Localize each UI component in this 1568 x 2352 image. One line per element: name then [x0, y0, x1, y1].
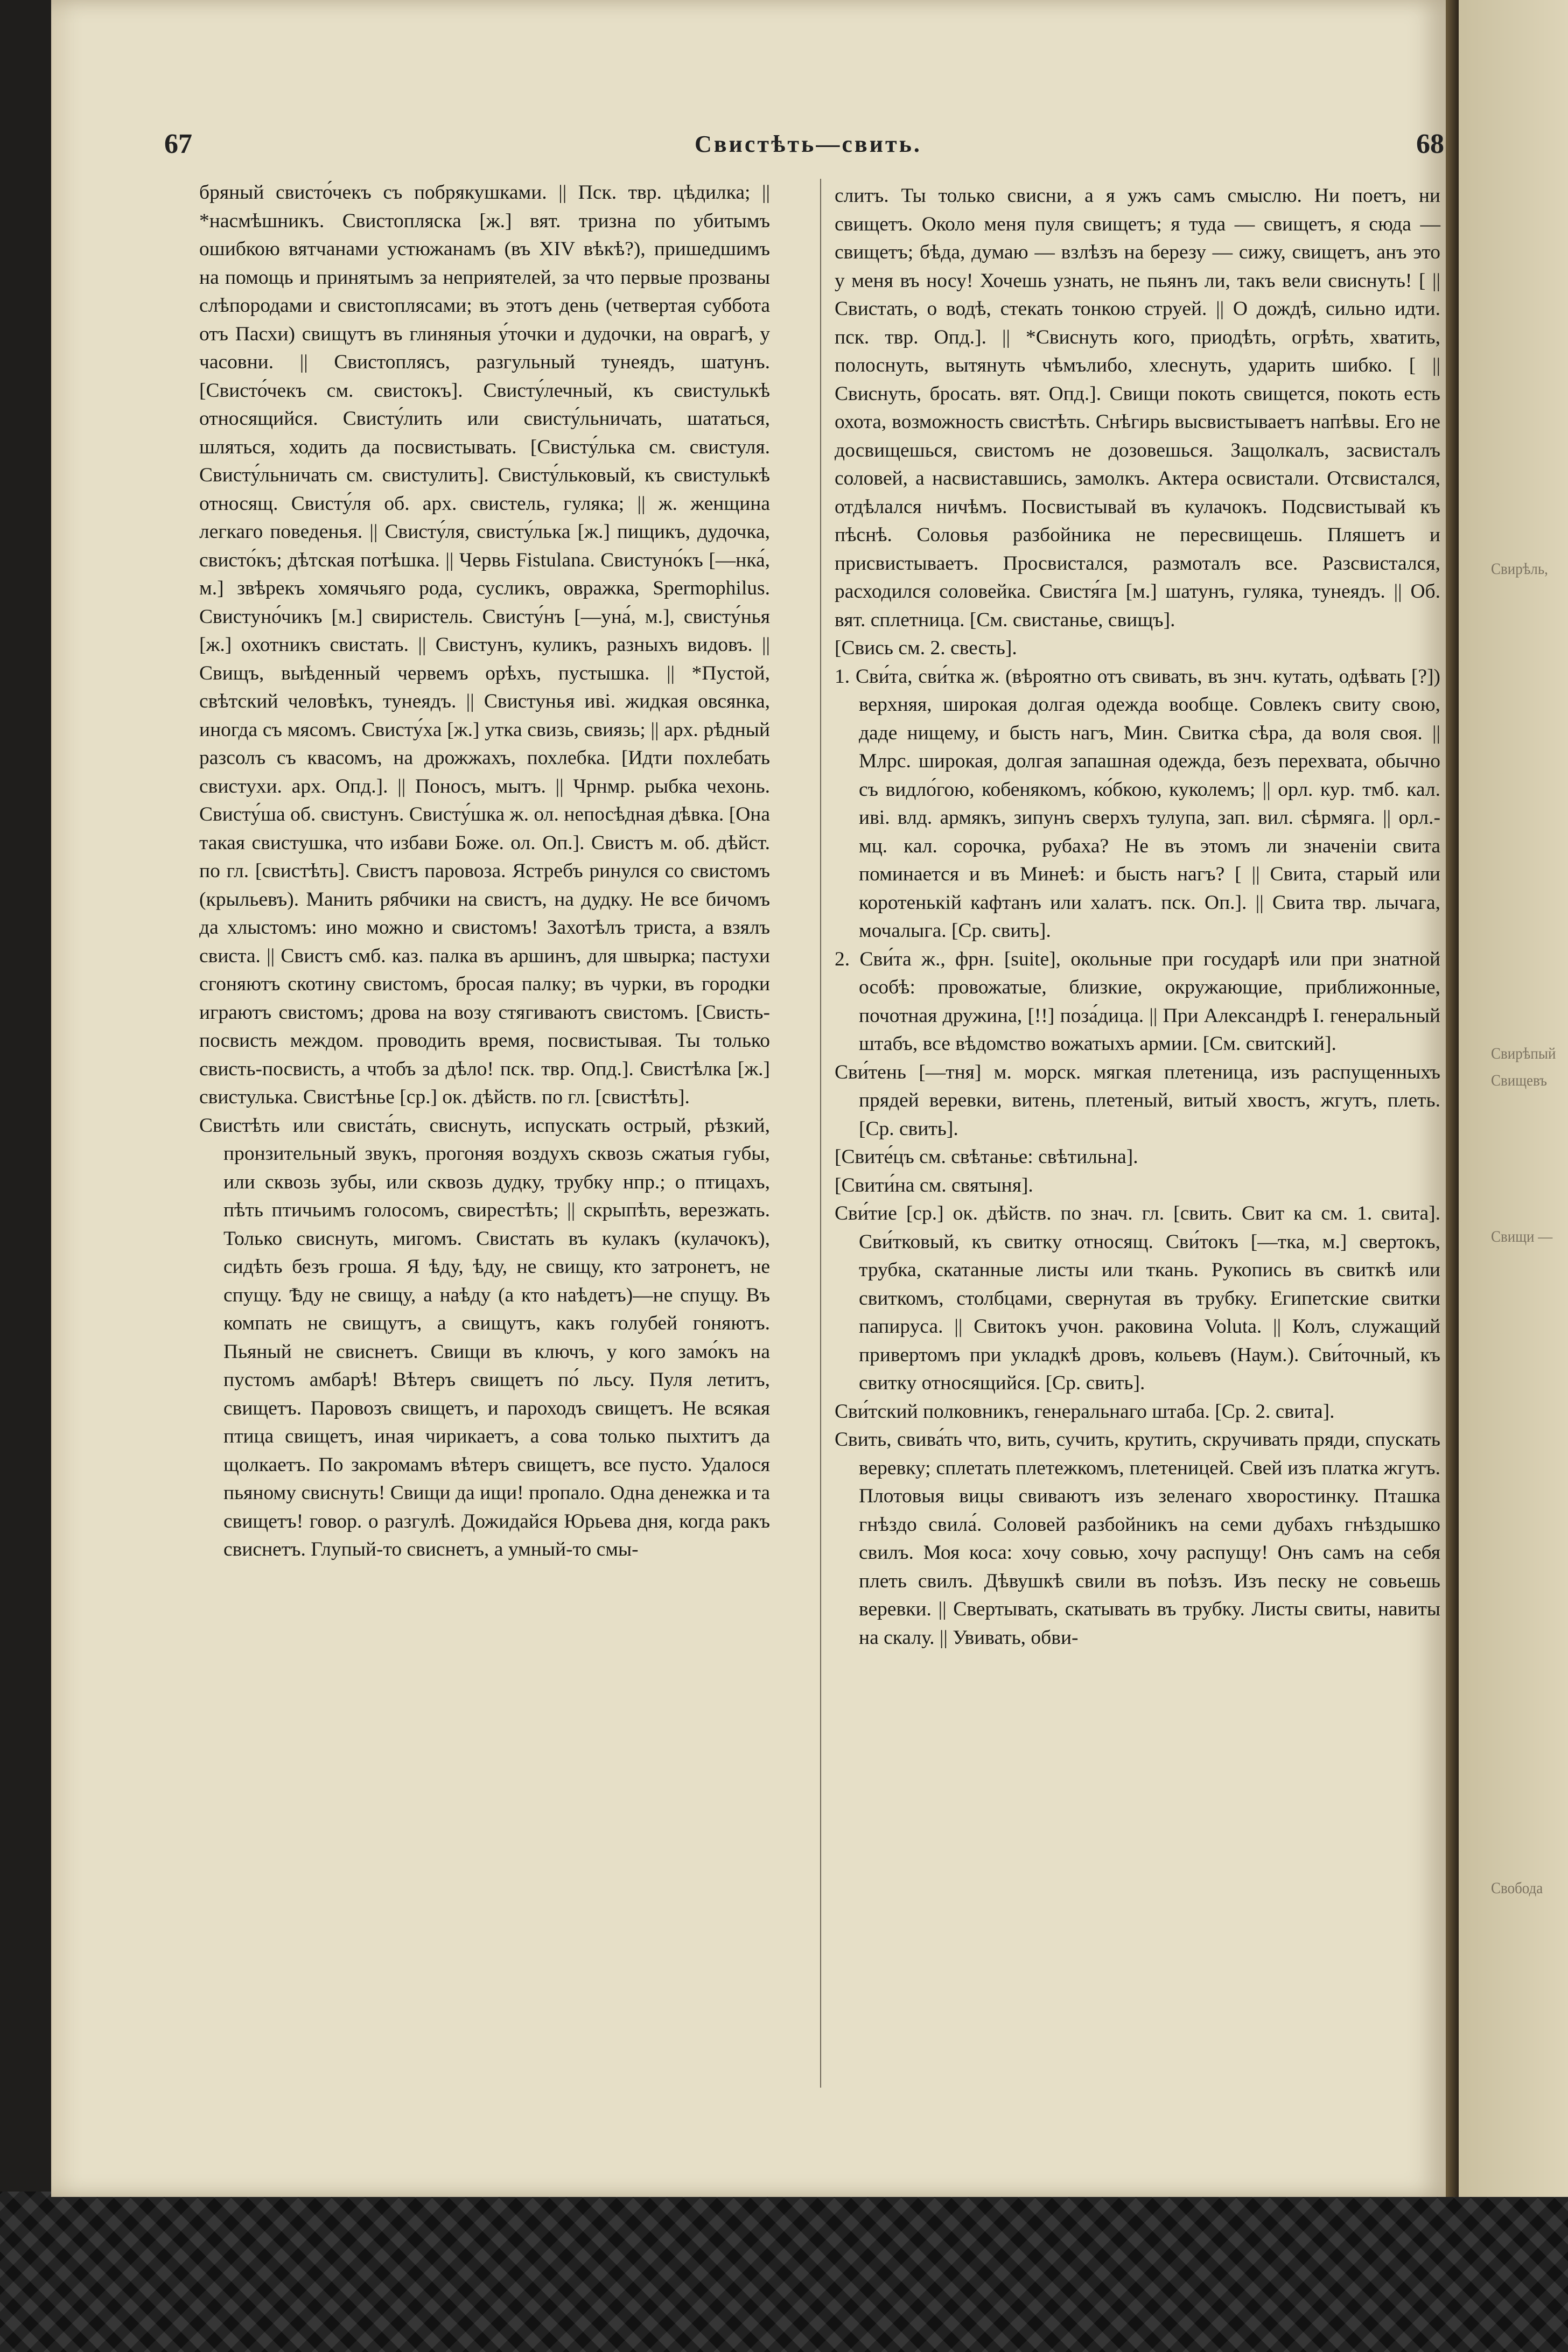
adjacent-page	[1459, 0, 1568, 2197]
background-mat	[0, 2192, 1568, 2352]
adjacent-fragment: Свирѣпый	[1491, 1045, 1556, 1062]
adjacent-fragment: Свирѣль,	[1491, 560, 1548, 578]
adjacent-fragment: Свищевъ	[1491, 1072, 1548, 1089]
entry-paragraph: Свистѣть или свиста́ть, свиснуть, испускать острый, рѣзкий, пронзительный звукъ, прогоняя воздухъ сквозь сжатыя губы, или сквозь зубы, или сквозь дудку, трубку нпр.; о птицахъ, пѣть птичьимъ голосомъ, свирестѣть; || скрыпѣть, верезжать. Только свиснуть, мигомъ. Свистать въ кулакъ (кулачокъ), сидѣть безъ гроша. Я ѣду, ѣду, не свищу, кто затронетъ, не спущу. Ѣду не свищу, а наѣду (а кто наѣдетъ)—не спущу. Въ компать не свищутъ, а свищутъ, какъ голубей гоняютъ. Пьяный не свиснетъ. Свищи въ ключъ, у кого замо́къ на пустомъ амбарѣ! Вѣтеръ свищетъ по́ льсу. Пуля летитъ, свищетъ. Паровозъ свищетъ, и пароходъ свищетъ. Не всякая птица свищетъ, иная чирикаетъ, а сова только пыхтитъ да щолкаетъ. По закромамъ вѣтеръ свищетъ, все пусто. Удалося пьяному свиснуть! Свищи да ищи! пропало. Одна денежка и та свищетъ! говор. о разгулѣ. Дожидайся Юрьева дня, когда ракъ свиснетъ. Глупый-то свиснетъ, а умный-то смы-	[199, 1114, 770, 1560]
entry-paragraph: [Свити́на см. святыня].	[835, 1174, 1033, 1196]
entry-paragraph: [Свите́цъ см. свѣтанье: свѣтильна].	[835, 1146, 1138, 1168]
entry-paragraph: Сви́тие [ср.] ок. дѣйств. по знач. гл. [свить. Свит ка см. 1. свита]. Сви́тковый, къ свитку относящ. Сви́токъ [—тка, м.] свертокъ, трубка, скатанные листы или ткань. Рукопись въ свиткѣ или свиткомъ, столбцами, свернутая въ трубку. Египетские свитки папируса. || Свитокъ учон. раковина Voluta. || Колъ, служащий привертомъ при укладкѣ дровъ, кольевъ (Наум.). Сви́точный, къ свитку относящийся. [Ср. свить].	[835, 1202, 1440, 1394]
entry-paragraph: Сви́тский полковникъ, генеральнаго штаба. [Ср. 2. свита].	[835, 1400, 1335, 1423]
book-spine	[1446, 0, 1459, 2197]
dictionary-page	[51, 0, 1446, 2197]
entry-paragraph: 1. Сви́та, сви́тка ж. (вѣроятно отъ свивать, въ знч. кутать, одѣвать [?]) верхняя, широкая долгая одежда вообще. Совлекъ свиту свою, даде нищему, и бысть нагъ, Мин. Свитка сѣра, да воля своя. || Млрс. широкая, долгая запашная одежда, безъ перехвата, обычно съ видло́гою, кобенякомъ, ко́бкою, куколемъ; || орл. кур. тмб. кал. иві. влд. армякъ, зипунъ сверхъ тулупа, зап. вил. сѣрмяга. || орл.-мц. кал. сорочка, рубаха? Не въ этомъ ли значеніи свита поминается и въ Минеѣ: и бысть нагъ? [ || Свита, старый или коротенькій кафтанъ или халатъ. пск. Оп.]. || Свита твр. лычага, мочалыга. [Ср. свить].	[835, 665, 1440, 942]
entry-paragraph: 2. Сви́та ж., фрн. [suite], окольные при государѣ или при знатной особѣ: провожатые, близкие, окружающие, приближонные, почотная дружина, [!!] поза́дица. || При Александрѣ I. генеральный штабъ, все вѣдомство вожатыхъ армии. [См. свитский].	[835, 948, 1440, 1055]
adjacent-fragment: Свобода	[1491, 1879, 1543, 1897]
entry-paragraph: Свить, свива́ть что, вить, сучить, крутить, скручивать пряди, спускать веревку; сплетать плетежкомъ, плетеницей. Свей изъ платка жгутъ. Плотовыя вицы свиваютъ изъ зеленаго хворостинку. Пташка гнѣздо свила́. Соловей разбойникъ на семи дубахъ гнѣздышко свилъ. Моя коса: хочу совью, хочу распущу! Онъ самъ на себя плеть свилъ. Дѣвушкѣ свили въ поѣзъ. Изъ песку не совьешь веревки. || Свертывать, скатывать въ трубку. Листы свиты, навиты на скалу. || Увивать, обви-	[835, 1429, 1440, 1649]
entry-paragraph: слитъ. Ты только свисни, а я ужъ самъ смыслю. Ни поетъ, ни свищетъ. Около меня пуля свищетъ; я туда — свищетъ, я сюда — свищетъ; бѣда, думаю — взлѣзъ на березу — сижу, свищетъ, анъ это у меня въ носу! Хочешь узнать, не пьянъ ли, такъ вели свиснуть! [ || Свистать, о водѣ, стекать тонкою струей. || О дождѣ, сильно идти. пск. твр. Опд.]. || *Свиснуть кого, приодѣть, огрѣть, хватить, полоснуть, вытянуть чѣмълибо, хлеснуть, ударить шибко. [ || Свиснуть, бросать. вят. Опд.]. Свищи покоть свищется, покоть есть охота, возможность свистѣть. Снѣгирь высвистываетъ напѣвы. Его не досвищешься, свистомъ не дозовешься. Защолкалъ, засвисталъ соловей, а насвиставшись, замолкъ. Актера освистали. Отсвистался, отдѣлался ничѣмъ. Посвистывай въ кулачокъ. Подсвистывай къ пѣснѣ. Соловья разбойника не пересвищешь. Пляшетъ и присвистываетъ. Просвистался, размоталъ все. Разсвистался, расходился соловейка. Свистя́га [м.] шатунъ, гуляка, тунеядъ. || Об. вят. сплетница. [См. свистанье, свищъ].	[835, 185, 1440, 631]
entry-paragraph: бряный свисто́чекъ съ побрякушками. || Пск. твр. цѣдилка; || *насмѣшникъ. Свистопляска [ж.] вят. тризна по убитымъ ошибкою вятчанами устюжанамъ (въ XIV вѣкѣ?), пришедшимъ на помощь и принятымъ за неприятелей, за что первые прозваны слѣпородами и свистоплясами; въ этотъ день (четвертая суббота отъ Пасхи) свищутъ въ глиняныя у́точки и дудочки, на оврагѣ, у часовни. || Свистоплясъ, разгульный тунеядъ, шатунъ. [Свисто́чекъ см. свистокъ]. Свисту́лечный, къ свистулькѣ относящийся. Свисту́лить или свисту́льничать, шататься, шляться, ходить да посвистывать. [Свисту́лька см. свистуля. Свисту́льничать см. свистулить]. Свисту́льковый, къ свистулькѣ относящ. Свисту́ля об. арх. свистель, гуляка; || ж. женщина легкаго поведенья. || Свисту́ля, свисту́лька [ж.] пищикъ, дудочка, свисто́къ; дѣтская потѣшка. || Червь Fistulana. Свистуно́къ [—нка́, м.] звѣрекъ хомячьяго рода, сусликъ, овражка, Spermophilus. Свистуно́чикъ [м.] свиристель. Свисту́нъ [—уна́, м.], свисту́нья [ж.] охотникъ свистать. || Свистунъ, куликъ, разныхъ видовъ. || Свищъ, выѣденный червемъ орѣхъ, пустышка. || *Пустой, свѣтский человѣкъ, тунеядъ. || Свистунья иві. жидкая овсянка, иногда съ мясомъ. Свисту́ха [ж.] утка свизь, свиязь; || арх. рѣдный разсолъ съ квасомъ, на дрожжахъ, похлебка. [Идти похлебать свистухи. арх. Опд.]. || Поносъ, мытъ. || Чрнмр. рыбка чехонь. Свисту́ша об. свистунъ. Свисту́шка ж. ол. непосѣдная дѣвка. [Она такая свистушка, что избави Боже. ол. Оп.]. Свистъ м. об. дѣйст. по гл. [свистѣть]. Свистъ паровоза. Ястребъ ринулся со свистомъ (крыльевъ). Манить рябчики на свистъ, на дудку. Не все бичомъ да хлыстомъ: ино можно и свистомъ! Захотѣлъ триста, а взялъ свиста. || Свистъ смб. каз. палка въ аршинъ, для швырка; пастухи сгоняютъ скотину свистомъ, бросая палку; въ чурки, въ городки играютъ свистомъ; дрова на возу стягиваютъ свистомъ. [Свисть-посвисть междом. проводить время, посвистывая. Ты только свисть-посвисть, а чтобъ за дѣло! пск. твр. Опд.]. Свистѣлка [ж.] свистулька. Свистѣнье [ср.] ок. дѣйств. по гл. [свистѣть].	[199, 181, 770, 1108]
left-column	[199, 179, 770, 1564]
entry-paragraph: [Свись см. 2. свесть].	[835, 637, 1017, 659]
entry-paragraph: Сви́тень [—тня] м. морск. мягкая плетеница, изъ распущенныхъ прядей веревки, витень, плетеный, витый хвостъ, жгутъ, плеть. [Ср. свить].	[835, 1061, 1440, 1140]
column-divider	[820, 179, 821, 2088]
adjacent-fragment: Свищи —	[1491, 1228, 1553, 1245]
left-page-number: 67	[164, 129, 192, 159]
running-head: Свистѣть—свить.	[695, 131, 922, 157]
right-column	[835, 182, 1440, 1652]
page-header	[51, 128, 1446, 166]
right-page-number: 68	[1416, 129, 1444, 159]
